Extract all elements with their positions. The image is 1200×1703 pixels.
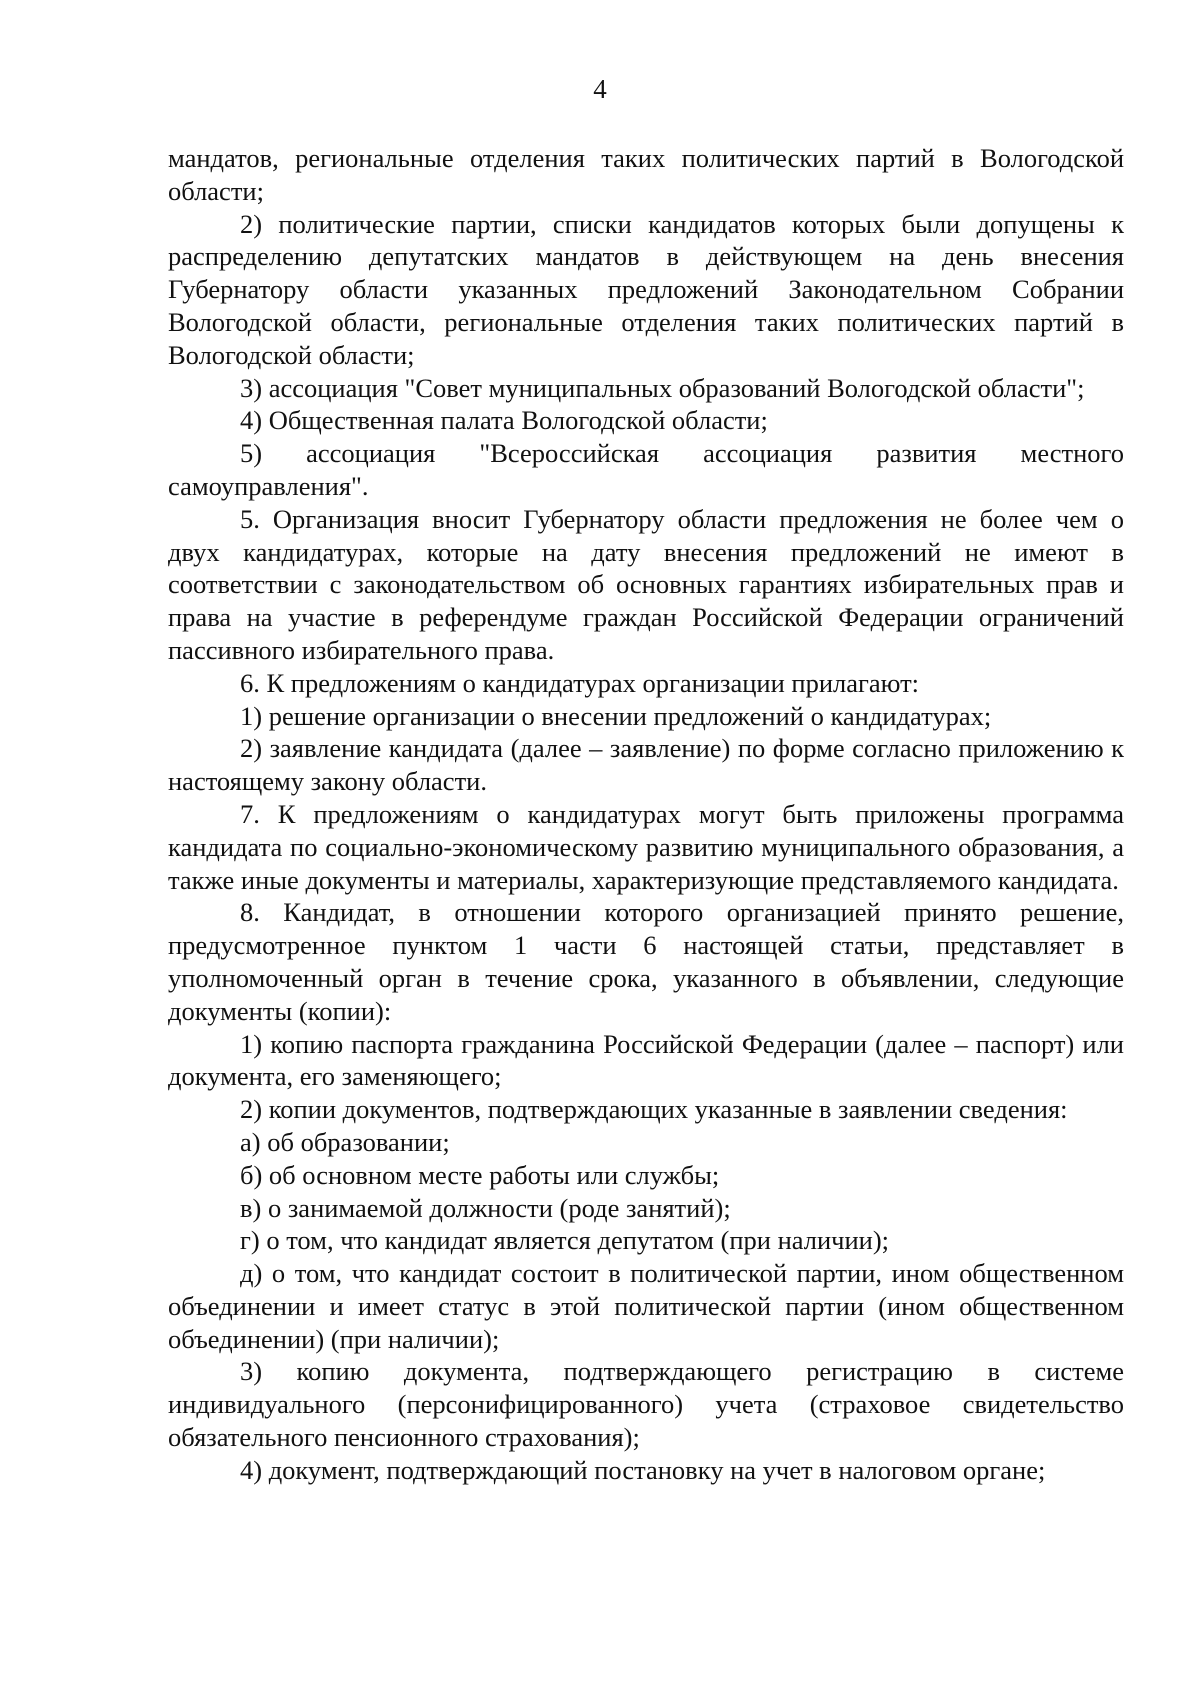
list-item-public-chamber: 4) Общественная палата Вологодской области; — [240, 405, 768, 436]
clause-5: 5. Организация вносит Губернатору области предложения не более чем о двух кандидатурах, которые на дату внесения предложений не имеют в соответствии с законодательством об основных гарантиях избирательных прав и права на участие в референдуме граждан Российской Федерации ограничений пассивного избирательного права. — [168, 503, 1124, 665]
clause-8-item-3: 3) копию документа, подтверждающего регистрацию в системе индивидуального (персонифицированного) учета (страховое свидетельство обязательного пенсионного страхования); — [168, 1356, 1124, 1453]
list-item-municipal-council-association: 3) ассоциация "Совет муниципальных образований Вологодской области"; — [240, 372, 1085, 403]
clause-7: 7. К предложениям о кандидатурах могут быть приложены программа кандидата по социально-экономическому развитию муниципального образования, а также иные документы и материалы, характеризующие представляемого кандидата. — [168, 798, 1124, 895]
page-number: 4 — [593, 74, 607, 104]
list-item-russian-self-government-association: 5) ассоциация "Всероссийская ассоциация развития местного самоуправления". — [168, 438, 1124, 501]
clause-8-subitem-v: в) о занимаемой должности (роде занятий); — [240, 1192, 731, 1223]
clause-8: 8. Кандидат, в отношении которого организацией принято решение, предусмотренное пунктом 1 части 6 настоящей статьи, представляет в уполномоченный орган в течение срока, указанного в объявлении, следующие документы (копии): — [168, 897, 1124, 1026]
clause-8-item-1: 1) копию паспорта гражданина Российской Федерации (далее – паспорт) или документа, его заменяющего; — [168, 1028, 1124, 1092]
clause-6-item-1: 1) решение организации о внесении предложений о кандидатурах; — [240, 700, 992, 731]
clause-8-subitem-g: г) о том, что кандидат является депутатом (при наличии); — [240, 1225, 890, 1256]
clause-8-subitem-b: б) об основном месте работы или службы; — [240, 1159, 720, 1190]
clause-6-item-2: 2) заявление кандидата (далее – заявление) по форме согласно приложению к настоящему закону области. — [168, 733, 1124, 797]
clause-8-item-2: 2) копии документов, подтверждающих указанные в заявлении сведения: — [240, 1094, 1068, 1125]
clause-8-subitem-d: д) о том, что кандидат состоит в политической партии, ином общественном объединении и имеет статус в этой политической партии (ином общественном объединении) (при наличии); — [168, 1258, 1124, 1354]
clause-6: 6. К предложениям о кандидатурах организации прилагают: — [240, 667, 920, 698]
clause-8-subitem-a: а) об образовании; — [240, 1126, 450, 1157]
clause-8-item-4: 4) документ, подтверждающий постановку на учет в налоговом органе; — [240, 1454, 1046, 1485]
paragraph-continuation: мандатов, региональные отделения таких политических партий в Вологодской области; — [168, 143, 1124, 206]
document-body — [168, 142, 1124, 1487]
list-item-political-parties: 2) политические партии, списки кандидатов которых были допущены к распределению депутатских мандатов в действующем на день внесения Губернатору области указанных предложений Законодательном Собрании Вологодской области, региональные отделения таких политических партий в Вологодской области; — [168, 208, 1124, 370]
